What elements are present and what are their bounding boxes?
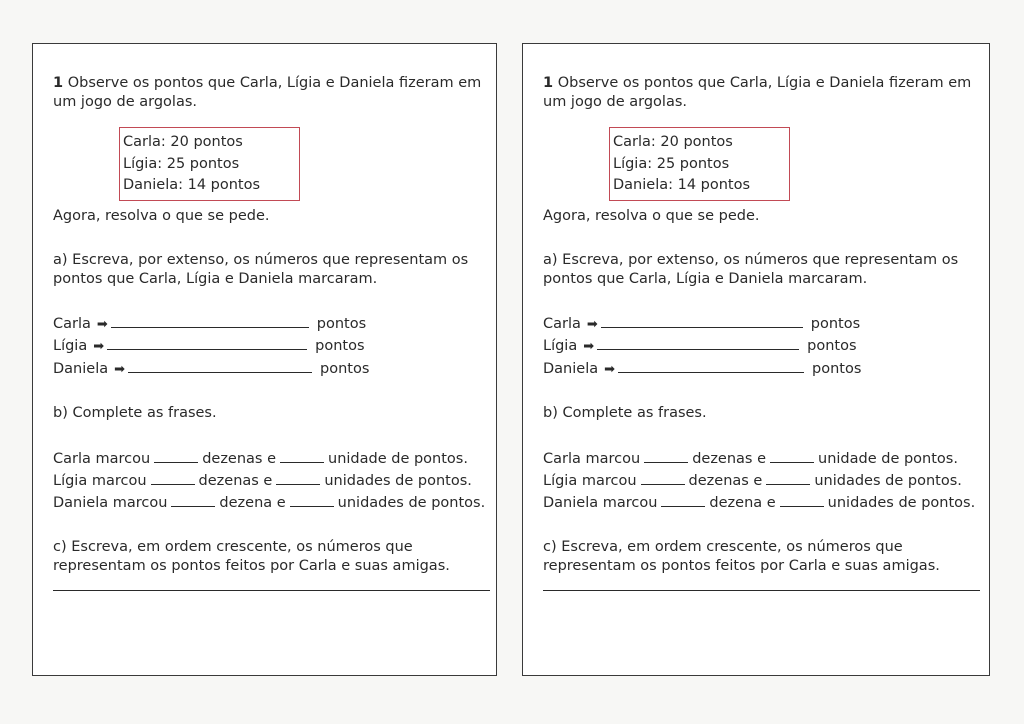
- blank-tens[interactable]: [171, 493, 215, 507]
- blank-carla[interactable]: [111, 313, 309, 328]
- blank-units[interactable]: [780, 493, 824, 507]
- sentence-text: Daniela marcou: [53, 495, 168, 511]
- sentence-text: unidade de pontos.: [818, 451, 958, 467]
- sentence-text: dezenas e: [688, 473, 763, 489]
- sentence-carla: [53, 448, 493, 470]
- sentence-text: dezena e: [219, 495, 286, 511]
- points-box: [119, 127, 300, 201]
- name-carla: Carla: [543, 315, 581, 332]
- answer-line-c[interactable]: [543, 589, 980, 591]
- unit-label: pontos: [812, 360, 862, 377]
- points-daniela: Daniela: 14 pontos: [613, 177, 751, 193]
- question-number: 1: [53, 75, 64, 91]
- blank-tens[interactable]: [661, 493, 705, 507]
- points-box: [609, 127, 790, 201]
- blank-units[interactable]: [276, 471, 320, 485]
- sentence-carla: [543, 448, 983, 470]
- unit-label: pontos: [316, 315, 367, 332]
- points-carla: Carla: 20 pontos: [123, 134, 243, 150]
- arrow-right-icon: ➡: [93, 339, 105, 354]
- unit-label: pontos: [320, 360, 370, 377]
- sentence-text: Daniela marcou: [543, 495, 658, 511]
- sentence-text: dezenas e: [692, 451, 767, 467]
- sentence-ligia: [53, 470, 493, 492]
- sentence-text: Carla marcou: [543, 451, 641, 467]
- blank-tens[interactable]: [154, 449, 198, 463]
- answer-line-c[interactable]: [53, 589, 490, 591]
- instruction: Agora, resolva o que se pede.: [53, 207, 270, 224]
- instruction: Agora, resolva o que se pede.: [543, 207, 760, 224]
- answer-row-carla: [543, 313, 983, 336]
- question-a: a) Escreva, por extenso, os números que representam os pontos que Carla, Lígia e Daniela marcaram.: [543, 251, 959, 287]
- question-1-text: Observe os pontos que Carla, Lígia e Daniela fizeram em um jogo de argolas.: [53, 75, 482, 110]
- blank-units[interactable]: [770, 449, 814, 463]
- sentence-text: unidades de pontos.: [337, 495, 486, 511]
- question-1-title: [543, 74, 983, 112]
- arrow-right-icon: ➡: [583, 339, 595, 354]
- sentences: [53, 448, 493, 513]
- answer-row-daniela: [543, 358, 983, 381]
- question-b: b) Complete as frases.: [543, 405, 707, 421]
- unit-label: pontos: [807, 338, 857, 354]
- name-ligia: Lígia: [53, 338, 88, 354]
- question-a: a) Escreva, por extenso, os números que representam os pontos que Carla, Lígia e Daniela marcaram.: [53, 251, 469, 287]
- blank-units[interactable]: [280, 449, 324, 463]
- blank-daniela[interactable]: [128, 358, 312, 373]
- answer-row-carla: [53, 313, 493, 336]
- arrow-right-icon: ➡: [604, 361, 616, 377]
- blank-ligia[interactable]: [107, 335, 307, 350]
- answer-lines: [53, 313, 493, 381]
- sentence-ligia: [543, 470, 983, 492]
- blank-tens[interactable]: [151, 471, 195, 485]
- blank-daniela[interactable]: [618, 358, 804, 373]
- name-daniela: Daniela: [53, 360, 109, 377]
- arrow-right-icon: ➡: [586, 316, 598, 332]
- worksheet-left: [32, 43, 497, 676]
- blank-carla[interactable]: [601, 313, 803, 328]
- blank-ligia[interactable]: [597, 335, 799, 350]
- points-ligia: Lígia: 25 pontos: [613, 155, 730, 172]
- name-ligia: Lígia: [543, 338, 578, 354]
- sentence-text: dezenas e: [198, 473, 273, 489]
- sentence-text: dezenas e: [202, 451, 277, 467]
- sentence-text: unidades de pontos.: [814, 473, 962, 489]
- answer-row-daniela: [53, 358, 493, 381]
- answer-lines: [543, 313, 983, 381]
- arrow-right-icon: ➡: [114, 361, 126, 377]
- worksheet-right: [522, 43, 990, 676]
- sentence-daniela: [53, 493, 493, 513]
- question-number: 1: [543, 75, 554, 91]
- sentences: [543, 448, 983, 513]
- sentence-daniela: [543, 493, 983, 513]
- blank-units[interactable]: [766, 471, 810, 485]
- sentence-text: unidades de pontos.: [827, 495, 976, 511]
- unit-label: pontos: [810, 315, 861, 332]
- question-c: c) Escreva, em ordem crescente, os números que representam os pontos feitos por Carla e suas amigas.: [543, 539, 940, 574]
- question-1-text: Observe os pontos que Carla, Lígia e Daniela fizeram em um jogo de argolas.: [543, 75, 972, 110]
- blank-tens[interactable]: [644, 449, 688, 463]
- question-1-title: [53, 74, 493, 112]
- sentence-text: unidades de pontos.: [324, 473, 472, 489]
- points-ligia: Lígia: 25 pontos: [123, 155, 240, 172]
- unit-label: pontos: [315, 338, 365, 354]
- question-b: b) Complete as frases.: [53, 405, 217, 421]
- name-daniela: Daniela: [543, 360, 599, 377]
- worksheet-content: [53, 74, 493, 591]
- sentence-text: dezena e: [709, 495, 776, 511]
- question-c: c) Escreva, em ordem crescente, os números que representam os pontos feitos por Carla e suas amigas.: [53, 539, 450, 574]
- sentence-text: unidade de pontos.: [328, 451, 468, 467]
- answer-row-ligia: [53, 335, 493, 358]
- name-carla: Carla: [53, 315, 91, 332]
- points-daniela: Daniela: 14 pontos: [123, 177, 261, 193]
- worksheet-content: [543, 74, 983, 591]
- arrow-right-icon: ➡: [96, 316, 108, 332]
- sentence-text: Lígia marcou: [53, 473, 147, 489]
- sentence-text: Lígia marcou: [543, 473, 637, 489]
- points-carla: Carla: 20 pontos: [613, 134, 733, 150]
- blank-tens[interactable]: [641, 471, 685, 485]
- blank-units[interactable]: [290, 493, 334, 507]
- answer-row-ligia: [543, 335, 983, 358]
- sentence-text: Carla marcou: [53, 451, 151, 467]
